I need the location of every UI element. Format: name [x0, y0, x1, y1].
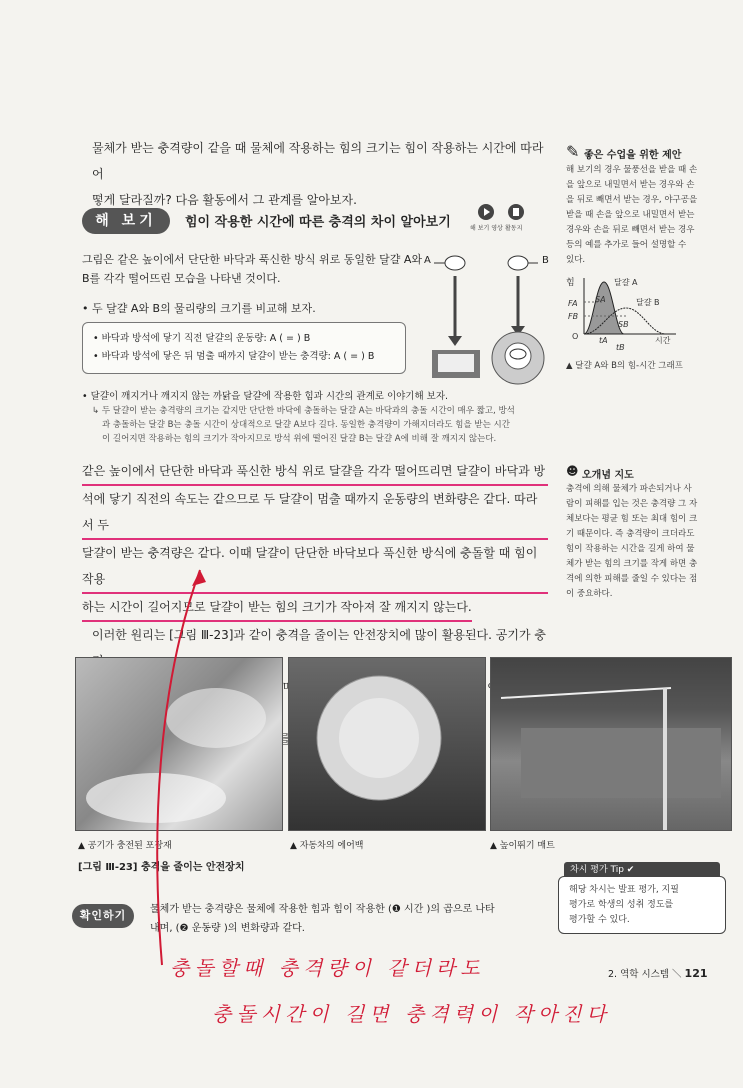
graph-origin: O: [572, 332, 579, 341]
assessment-tip-line: 해당 차시는 발표 평가, 지필: [569, 885, 679, 895]
tip-line: 해 보기의 경우 물풍선을 받을 때 손: [566, 165, 698, 175]
answer-line: ↳ 두 달걀이 받는 충격량의 크기는 같지만 단단한 바닥에 충돌하는 달걀 A는 바닥과의 충돌 시간이 매우 짧고, 방석: [92, 406, 515, 416]
graph-ta: tA: [599, 336, 608, 345]
answer-line: 과 충돌하는 달걀 B는 충돌 시간이 상대적으로 달걀 A보다 길다. 동일한 충격량이 가해지더라도 힘을 받는 시간: [102, 420, 510, 430]
answer-line-text: 두 달걀이 받는 충격량의 크기는 같지만 단단한 바닥에 충돌하는 달걀 A는 바닥과의 충돌 시간이 매우 짧고, 방석: [101, 406, 515, 416]
handwritten-note-line: 충돌시간이 길면 충격력이 작아진다: [212, 1002, 611, 1026]
misconception-line: 이 중요하다.: [566, 589, 613, 599]
question-1: • 두 달걀 A와 B의 물리량의 크기를 비교해 보자.: [82, 302, 316, 315]
video-icon-label: 해 보기 영상: [470, 225, 503, 232]
video-icon[interactable]: [478, 204, 494, 220]
misconception-line: 체보다는 평균 힘 또는 최대 힘이 크: [566, 514, 698, 524]
question-1-text: 두 달걀 A와 B의 물리량의 크기를 비교해 보자.: [92, 302, 316, 315]
graph-label-b: 달걀 B: [636, 298, 660, 307]
question-2: • 달걀이 깨지거나 깨지지 않는 까닭을 달걀에 작용한 힘과 시간의 관계로 이야기해 보자.: [82, 391, 449, 402]
misconception-title: 오개념 지도: [582, 470, 634, 481]
photo-caption: ▲ 자동차의 에어백: [290, 841, 364, 851]
misconception-line: 람이 피해를 입는 것은 충격량 그 자: [566, 499, 698, 509]
page-number: 121: [684, 967, 708, 980]
photo-high-jump-mat: [490, 657, 732, 831]
egg-a: [445, 256, 465, 270]
check-line: 물체가 받는 충격량은 물체에 작용한 힘과 힘이 작용한 (❶ 시간 )의 곱으로 나타: [150, 904, 495, 915]
handwritten-arrow: [140, 560, 220, 980]
graph-tb: tB: [616, 343, 625, 352]
figure-title: [그림 Ⅲ-23] 충격을 줄이는 안전장치: [78, 862, 245, 873]
intro-line: 물체가 받는 충격량이 같을 때 물체에 작용하는 힘의 크기는 힘이 작용하는 시간에 따라 어: [92, 141, 544, 181]
activity-title: 힘이 작용한 시간에 따른 충격의 차이 알아보기: [185, 215, 451, 230]
misconception-line: 충격에 의해 물체가 파손되거나 사: [566, 484, 692, 494]
graph-xlabel: 시간: [655, 336, 671, 345]
misconception-line: 힘이 작용하는 시간을 길게 하여 물: [566, 544, 695, 554]
misconception-body: [566, 482, 736, 602]
tip-line: 등의 예를 추가로 들어 설명할 수: [566, 240, 687, 250]
footer: [608, 966, 708, 980]
graph-label-a: 달걀 A: [614, 278, 638, 287]
tip-body: [566, 163, 736, 268]
intro-paragraph: [92, 135, 552, 213]
tip-title: 좋은 수업을 위한 제안: [584, 150, 682, 161]
activity-desc-line: B를 각각 떨어뜨린 모습을 나타낸 것이다.: [82, 272, 281, 285]
assessment-tip-header: 차시 평가 Tip ✔: [564, 862, 720, 878]
check-line: 내며, (❷ 운동량 )의 변화량과 같다.: [150, 923, 305, 934]
answer-box-line: • 바닥과 방석에 닿은 뒤 멈출 때까지 달걀이 받는 충격량: A ( = ) B: [93, 351, 375, 362]
misconception-icon: ☻: [566, 464, 579, 478]
footer-section: 2. 역학 시스템 ＼: [608, 969, 682, 980]
activity-badge: 해 보기: [82, 208, 170, 234]
graph-sb: SB: [618, 320, 629, 329]
egg-a-label: A: [424, 255, 431, 266]
photo-caption: ▲ 높이뛰기 매트: [490, 841, 555, 851]
worksheet-icon[interactable]: [508, 204, 524, 220]
answer-line: 이 길어지면 작용하는 힘의 크기가 작아지므로 방석 위에 떨어진 달걀 B는 달걀 A에 비해 잘 깨지지 않는다.: [102, 434, 497, 444]
tip-line: 있다.: [566, 255, 586, 265]
tip-icon: ✎: [566, 142, 580, 161]
tip-line: 을 앞으로 내밀면서 받는 경우와 손: [566, 180, 695, 190]
question-2-text: 달걀이 깨지거나 깨지지 않는 까닭을 달걀에 작용한 힘과 시간의 관계로 이야기해 보자.: [90, 391, 449, 402]
body-line: 힘이: [475, 680, 499, 694]
activity-description: [82, 250, 422, 288]
body-line: 석에 닿기 직전의 속도는 같으므로 두 달걀이 멈출 때까지 운동량의 변화량은 같다. 따라서 두: [82, 486, 548, 540]
misconception-line: 체가 받는 힘의 크기를 작게 하면 충: [566, 559, 698, 569]
misconception-line: 기 때문이다. 즉 충격량이 크더라도: [566, 529, 695, 539]
check-badge: 확인하기: [72, 904, 134, 928]
graph-ylabel: 힘: [566, 278, 575, 288]
graph-sa: SA: [595, 295, 606, 304]
answer-box-text: 바닥과 방석에 닿기 직전 달걀의 운동량: A ( = ) B: [101, 333, 311, 344]
photo-caption: ▲ 공기가 충전된 포장재: [78, 841, 172, 851]
graph-fb: FB: [568, 312, 579, 321]
egg-b-label: B: [542, 255, 549, 266]
answer-box: [82, 322, 406, 374]
worksheet-icon-label: 활동지: [505, 225, 523, 232]
tip-line: 을 뒤로 빼면서 받는 경우, 야구공을: [566, 195, 698, 205]
egg-drop-illustration: [420, 250, 550, 385]
photo-airbag: [288, 657, 486, 831]
graph-fa: FA: [568, 299, 578, 308]
tip-line: 받을 때 손을 앞으로 내밀면서 받는: [566, 210, 695, 220]
body-line: 달걀이 받는 충격량은 같다. 이때 달걀이 단단한 바닥보다 푹신한 방식에 충돌할 때 힘이 작용: [82, 540, 548, 594]
assessment-tip-body: [559, 877, 725, 934]
handwritten-note-line: 충돌할때 충격량이 같더라도: [170, 956, 485, 980]
egg-b: [508, 256, 528, 270]
activity-desc-line: 그림은 같은 높이에서 단단한 바닥과 푹신한 방식 위로 동일한 달걀 A와: [82, 253, 423, 266]
answer-box-line: • 바닥과 방석에 닿기 직전 달걀의 운동량: A ( = ) B: [93, 333, 311, 344]
body-line: 이러한 원리는 [그림 Ⅲ-23]과 같이 충격을 줄이는 안전장치에 많이 활용된다. 공기가 충: [92, 628, 546, 642]
intro-line: 떻게 달라질까? 다음 활동에서 그 관계를 알아보자.: [92, 193, 357, 207]
misconception-line: 격에 의한 피해를 줄일 수 있다는 점: [566, 574, 698, 584]
tip-line: 경우와 손을 뒤로 빼면서 받는 경우: [566, 225, 695, 235]
answer-box-text: 바닥과 방석에 닿은 뒤 멈출 때까지 달걀이 받는 충격량: A ( = ) B: [101, 351, 375, 362]
graph-caption: ▲ 달걀 A와 B의 힘-시간 그래프: [566, 361, 683, 371]
assessment-tip-line: 평가할 수 있다.: [569, 915, 630, 925]
body-line: 하는 시간이 길어지므로 달걀이 받는 힘의 크기가 작아져 잘 깨지지 않는다.: [82, 594, 472, 622]
answer-explanation: [92, 404, 515, 446]
assessment-tip-box: [558, 876, 726, 934]
body-line: 같은 높이에서 단단한 바닥과 푹신한 방식 위로 달걀을 각각 떨어뜨리면 달걀이 바닥과 방: [82, 458, 548, 486]
assessment-tip-line: 평가로 학생의 성취 정도를: [569, 900, 674, 910]
